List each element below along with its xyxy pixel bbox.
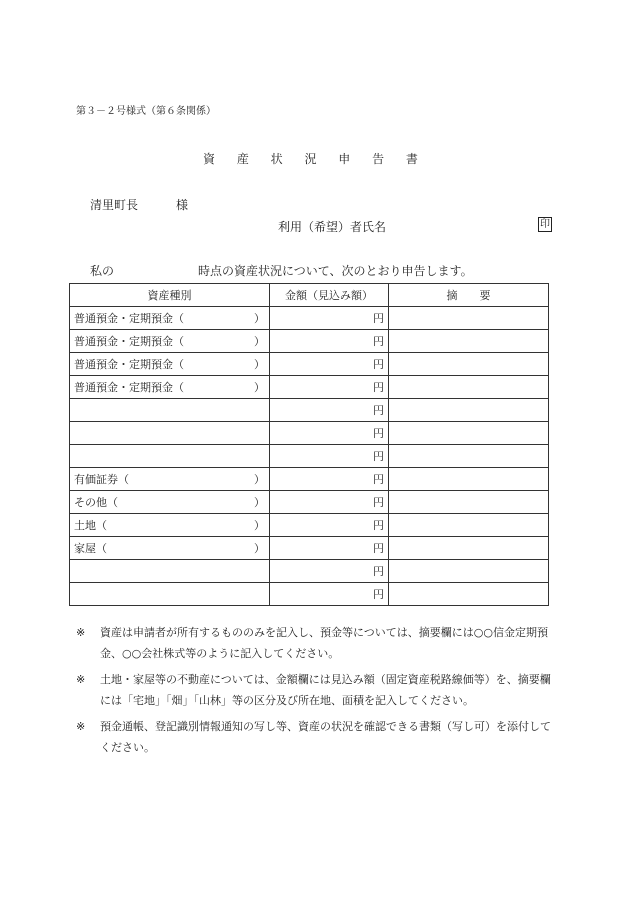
asset-type-label: 家屋（ — [74, 542, 107, 555]
yen-unit: 円 — [373, 404, 384, 417]
asset-type-cell[interactable] — [70, 468, 270, 491]
declaration-statement — [90, 262, 473, 279]
table-row — [70, 491, 549, 514]
form-number: 第３－２号様式（第６条関係） — [76, 106, 216, 117]
remarks-cell[interactable] — [389, 422, 549, 445]
header-remarks: 摘 要 — [389, 284, 549, 307]
note-item — [76, 716, 560, 758]
amount-cell[interactable] — [270, 468, 389, 491]
table-row — [70, 514, 549, 537]
seal-box: 印 — [540, 219, 550, 230]
asset-type-label: 普通預金・定期預金（ — [74, 335, 184, 348]
asset-type-cell[interactable] — [70, 583, 270, 606]
notes — [76, 622, 560, 763]
note-mark: ※ — [76, 720, 86, 733]
table-row — [70, 376, 549, 399]
table-row — [70, 468, 549, 491]
statement-prefix: 私の — [90, 264, 115, 278]
asset-type-cell[interactable] — [70, 353, 270, 376]
addressee-name: 清里町長 — [90, 198, 139, 212]
table-row — [70, 560, 549, 583]
table-row — [70, 445, 549, 468]
header-amount: 金額（見込み額） — [270, 284, 389, 307]
asset-type-close: ） — [254, 335, 265, 348]
asset-type-close: ） — [254, 542, 265, 555]
table-header-row — [70, 284, 549, 307]
amount-cell[interactable] — [270, 445, 389, 468]
asset-type-cell[interactable] — [70, 307, 270, 330]
yen-unit: 円 — [373, 519, 384, 532]
note-item — [76, 669, 560, 711]
yen-unit: 円 — [373, 358, 384, 371]
asset-type-cell[interactable] — [70, 560, 270, 583]
remarks-cell[interactable] — [389, 537, 549, 560]
yen-unit: 円 — [373, 588, 384, 601]
remarks-cell[interactable] — [389, 560, 549, 583]
asset-type-cell[interactable] — [70, 537, 270, 560]
note-mark: ※ — [76, 626, 86, 639]
asset-type-label: 普通預金・定期預金（ — [74, 358, 184, 371]
table-row — [70, 353, 549, 376]
table-row — [70, 583, 549, 606]
asset-type-cell[interactable] — [70, 514, 270, 537]
note-text: 土地・家屋等の不動産については、金額欄には見込み額（固定資産税路線価等）を、摘要欄には「宅地」「畑」「山林」等の区分及び所在地、面積を記入してください。 — [100, 673, 551, 707]
remarks-cell[interactable] — [389, 330, 549, 353]
yen-unit: 円 — [373, 427, 384, 440]
amount-cell[interactable] — [270, 353, 389, 376]
applicant-name-label: 利用（希望）者氏名 — [278, 220, 387, 234]
remarks-cell[interactable] — [389, 376, 549, 399]
asset-type-label: 普通預金・定期預金（ — [74, 381, 184, 394]
note-text: 預金通帳、登記識別情報通知の写し等、資産の状況を確認できる書類（写し可）を添付してください。 — [100, 720, 551, 754]
asset-type-cell[interactable] — [70, 422, 270, 445]
asset-type-label: 普通預金・定期預金（ — [74, 312, 184, 325]
asset-type-label: その他（ — [74, 496, 118, 509]
asset-type-cell[interactable] — [70, 399, 270, 422]
asset-type-label: 有価証券（ — [74, 473, 129, 486]
asset-type-cell[interactable] — [70, 330, 270, 353]
amount-cell[interactable] — [270, 330, 389, 353]
amount-cell[interactable] — [270, 399, 389, 422]
document-title: 資 産 状 況 申 告 書 — [203, 152, 427, 166]
remarks-cell[interactable] — [389, 445, 549, 468]
asset-type-close: ） — [254, 519, 265, 532]
yen-unit: 円 — [373, 496, 384, 509]
remarks-cell[interactable] — [389, 491, 549, 514]
asset-type-cell[interactable] — [70, 445, 270, 468]
yen-unit: 円 — [373, 450, 384, 463]
remarks-cell[interactable] — [389, 514, 549, 537]
header-asset-type: 資産種別 — [70, 284, 270, 307]
table-row — [70, 330, 549, 353]
asset-type-close: ） — [254, 381, 265, 394]
amount-cell[interactable] — [270, 537, 389, 560]
amount-cell[interactable] — [270, 376, 389, 399]
addressee — [90, 196, 188, 213]
asset-type-close: ） — [254, 496, 265, 509]
asset-type-cell[interactable] — [70, 376, 270, 399]
amount-cell[interactable] — [270, 491, 389, 514]
remarks-cell[interactable] — [389, 583, 549, 606]
table-row — [70, 399, 549, 422]
amount-cell[interactable] — [270, 422, 389, 445]
table-row — [70, 422, 549, 445]
asset-type-close: ） — [254, 473, 265, 486]
table-row — [70, 307, 549, 330]
note-mark: ※ — [76, 673, 86, 686]
remarks-cell[interactable] — [389, 399, 549, 422]
remarks-cell[interactable] — [389, 307, 549, 330]
amount-cell[interactable] — [270, 307, 389, 330]
remarks-cell[interactable] — [389, 468, 549, 491]
asset-type-cell[interactable] — [70, 491, 270, 514]
yen-unit: 円 — [373, 312, 384, 325]
asset-type-close: ） — [254, 358, 265, 371]
yen-unit: 円 — [373, 565, 384, 578]
remarks-cell[interactable] — [389, 353, 549, 376]
asset-type-label: 土地（ — [74, 519, 107, 532]
amount-cell[interactable] — [270, 514, 389, 537]
yen-unit: 円 — [373, 542, 384, 555]
amount-cell[interactable] — [270, 583, 389, 606]
table-row — [70, 537, 549, 560]
note-text: 資産は申請者が所有するもののみを記入し、預金等については、摘要欄には○○信金定期預金、○○会社株式等のように記入してください。 — [100, 626, 548, 660]
asset-table — [69, 283, 549, 606]
yen-unit: 円 — [373, 381, 384, 394]
yen-unit: 円 — [373, 473, 384, 486]
statement-suffix: 時点の資産状況について、次のとおり申告します。 — [198, 264, 473, 278]
addressee-honorific: 様 — [176, 198, 189, 212]
note-item — [76, 622, 560, 664]
yen-unit: 円 — [373, 335, 384, 348]
asset-type-close: ） — [254, 312, 265, 325]
amount-cell[interactable] — [270, 560, 389, 583]
